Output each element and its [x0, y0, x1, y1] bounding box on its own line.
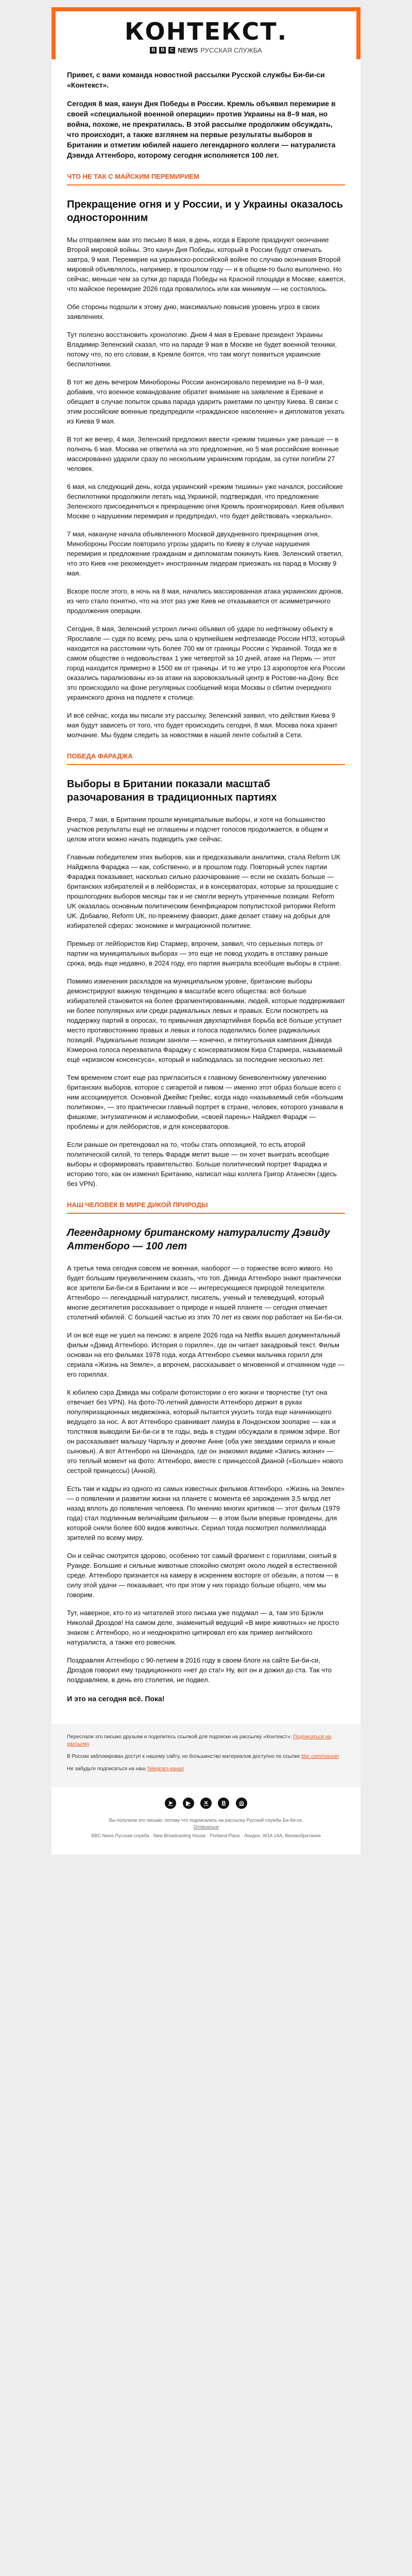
s2-paragraph: Помимо изменения раскладов на муниципальном уровне, британские выборы демонстрируют важную тенденцию в масштабе всего общества: всё больше избирателей становится на более фрагментированными, людей, которые поддерживают ни более популярных или среди радикальных левых и правых. Если посмотреть на поддержку партий в опросах, то привычная двухпартийная борьба всё больше уступает место противостоянию правых и левых и голоса поделились более радикальных позиций. Радикальные позиции заняли — конечно, и пятиугольная кампания Дэвида Кэмерона голоса перехватила Фараджу с консерватизмом Кира Стармера, называемый ещё «кризисом консенсуса», который и наблюдалась за последние несколько лет.: [67, 977, 345, 1063]
bbc-service-label: РУССКАЯ СЛУЖБА: [200, 46, 262, 54]
s3-paragraph: Он и сейчас смотрится здорово, особенно тот самый фрагмент с гориллами, снятый в Руанде. Большие и сильные животные спокойно смотрят около людей в естественной среде. Аттенборо признается на камеру в искреннем восторге от обезьян, а потом — в силу этой удачи — показывает, что при этом у них гораздо больше общего, чем мы говорим.: [67, 1552, 338, 1599]
footer-share-text: Переслали это письмо друзьям и поделитесь ссылкой для подписки на рассылку «Контекст»:: [67, 1734, 292, 1740]
x-icon[interactable]: ✕: [200, 1798, 212, 1809]
newsletter-card: [52, 7, 360, 1855]
subscribe-link[interactable]: Подписаться на рассылку: [67, 1734, 331, 1747]
footer-telegram: [67, 1766, 345, 1773]
s3-paragraph: Есть там и кадры из одного из самых известных фильмов Аттенборо. «Жизнь на Земле» — о появлении и развитии жизни на планете с момента её зарождения 3,5 млрд лет назад вплоть до появления человека. По мнению многих критиков — этот фильм (1979 года) стал подлинным величайшим фильмом — в этом были впервые проведены, для которой сняли более 600 видов животных. Сериал тогда посмотрел полмиллиарда зрителей по всему миру.: [67, 1485, 345, 1541]
intro-text: Привет, с вами команда новостной рассылки Русской службы Би-би-си «Контекст».: [67, 71, 325, 89]
s2-paragraph: Главным победителем этих выборов, как и предсказывали аналитики, стала Reform UK Найджела Фараджа — как, собственно, и в прошлом году. Повторный успех партии Фараджа показывает, насколько сильно разочарование — если не сказать больше — британских избирателей и в лейбористах, и в консерваторах, которые за прошедшие с прошлогодних выборов месяцы так и не смогли вернуть утраченные позиции. Reform UK оказалась основным политическим бенефициаром популистской риторики Reform UK. Добавлю, Reform UK, по-прежнему фаворит, даже делает ставку на добрых для избирателей сферах: экономике и миграционной политике.: [67, 853, 341, 929]
s2-paragraph: Премьер от лейбористов Кир Стармер, впрочем, заявил, что серьезных потерь от партии на муниципальных выборах — это еще не повод уходить в отставку раньше срока, ведь еще недавно, в 2024 году, его партия выиграла всеобщие выборы в стране.: [67, 940, 341, 967]
section3-kicker-link[interactable]: НАШ ЧЕЛОВЕК В МИРЕ ДИКОЙ ПРИРОДЫ: [67, 1201, 208, 1209]
bbc-letter-c: C: [168, 47, 175, 54]
section3-title: Легендарному британскому натуралисту Дэвиду Аттенборо — 100 лет: [67, 1227, 330, 1252]
section2-title: Выборы в Британии показали масштаб разочарования в традиционных партиях: [67, 778, 277, 803]
vk-icon[interactable]: В: [218, 1798, 229, 1809]
s2-paragraph: Вчера, 7 мая, в Британии прошли муниципальные выборы, и хотя на большинство участков результаты ещё не оглашены и подсчет голосов продолжается, в общем и целом итоги можно начать подводить уже сейчас.: [67, 816, 328, 843]
s2-paragraph: Тем временем стоит еще раз пригласиться к главному беневолентному увлечению британских выборов, которое с сигаретой и пивом — именно этот образ больше всего с ним ассоциируется. Основной Джеймс Грейвс, когда надо «называемый себя «большим политиком», — это практически главный портрет в стране, человек, которого узнавали в фишкоме, энтузиатичном и исламофобии, «своей парень» Найджел Фарадж — проблемы и для лейбористов, и для консерваторов.: [67, 1074, 344, 1130]
newsletter-content: [52, 59, 360, 1724]
footer-box: [52, 1724, 360, 1787]
s1-paragraph: И всё сейчас, когда мы писали эту рассылку, Зеленский заявил, что действия Киева 9 мая будут зависеть от того, что будет происходить сегодня, 8 мая. Москва пока хранит молчание. Мы будем следить за новостями в нашей ленте событий в Сети.: [67, 711, 338, 739]
bbc-branding[interactable]: [56, 46, 356, 54]
section2-kicker-link[interactable]: ПОБЕДА ФАРАДЖА: [67, 752, 133, 760]
footer-access-text: В России заблокирован доступ к нашему сайту, но большинство материалов доступно по ссылке: [67, 1754, 300, 1759]
telegram-channel-link[interactable]: Telegram-канал: [147, 1766, 184, 1772]
s1-paragraph: Вскоре после этого, в ночь на 8 мая, начались массированная атака украинских дронов, из чего стало понятно, что на этот раз уже Киев не отказывается от асимметричного продолжения операции.: [67, 587, 344, 615]
closing-line: И это на сегодня всё. Пока!: [67, 1694, 165, 1703]
s3-paragraph: Поздравляя Аттенборо с 90-летием в 2016 году в своем блоге на сайте Би-би-си, Дроздов говорил ему традиционного «нет до ста!» Ну, вот он и дожил до ста. Так что поздравляем, в день его столетия, не подвел.: [67, 1656, 332, 1684]
s1-paragraph: Обе стороны подошли к этому дню, максимально повысив уровень угроз в своих заявлениях.: [67, 303, 320, 320]
header-banner: [52, 7, 360, 59]
instagram-icon[interactable]: ◎: [236, 1798, 247, 1809]
s3-paragraph: Тут, наверное, кто-то из читателей этого письма уже подумал — а, там это Брэкли Николай Дроздов! На самом деле, знаменитый ведущий «В мире животных» не просто знаком с Аттенборо, но и неоднократно цитировал его как пример английского натуралиста, а также его ровесник.: [67, 1609, 339, 1646]
lead-text: Сегодня 8 мая, канун Дня Победы в России. Кремль объявил перемирие в своей «специальной военной операции» против Украины на 8–9 мая, но война, похоже, не прекратилась. В этой рассылке продолжим обсуждать, что происходит, а также взглянем на первые результаты выборов в Британии и отметим юбилей нашего легендарного коллеги — натуралиста Дэвида Аттенборо, которому сегодня исполняется 100 лет.: [67, 99, 336, 159]
section3-divider: [67, 1213, 345, 1214]
s3-paragraph: А третья тема сегодня совсем не военная, наоборот — о торжестве всего живого. Но будет большим преувеличением сказать, что топ. Дэвида Аттенборо знают практически все зрители Би-би-си в Британии и все — интересующиеся природой телезрители. Аттенборо — легендарный натуралист, писатель, ученый и телеведущий, который многие десятилетия рассказывает о природе и нашей планете — сегодня отмечает столетний юбилей. С большей частью из этих 70 лет из своих пор работает на Би-би-си.: [67, 1264, 344, 1321]
legal-line1: Вы получили это письмо, потому что подписались на рассылку Русской службы Би-би-си.: [109, 1818, 303, 1823]
youtube-icon[interactable]: ▶: [183, 1798, 194, 1809]
s2-paragraph: Если раньше он претендовал на то, чтобы стать оппозицией, то есть второй политической силой, то теперь Фарадж метит выше — он хочет выиграть всеобщие выборы и сформировать правительство. Больше политический портрет Фараджа и историю того, как он изменил Британию, написал наш коллега Григор Атанесян (здесь без VPN).: [67, 1141, 337, 1188]
header-inner: [56, 11, 356, 59]
footer-telegram-text: Не забудьте подписаться на наш: [67, 1766, 146, 1772]
footer-access: [67, 1753, 345, 1760]
footer-share: [67, 1734, 345, 1748]
newsletter-logo[interactable]: КОНТЕКСТ.: [124, 18, 288, 45]
bbc-letter-b1: B: [150, 47, 157, 54]
s1-paragraph: Мы отправляем вам это письмо 8 мая, в день, когда в Европе празднуют окончание Второй мировой войны. Это канун Дня Победы, который в России будут отмечать завтра, 9 мая. Перемирие на украинско-российской войне по случаю окончания Второй мировой объявлялось, например, в прошлом году — и в общем-то было выполнено. Но сейчас, меньше чем за сутки до парада Победы на Красной площади в Москве, кажется, что майское перемирие 2026 года провалилось или как минимум — не состоялось.: [67, 236, 345, 293]
s1-paragraph: 6 мая, на следующий день, когда украинский «режим тишины» уже начался, российские беспилотники продолжили летать над Украиной, подтверждая, что предложение Зеленского присоединиться к прекращению огня Кремль проигнорировал. Киев объявил Москве о нарушении перемирия и предупредил, что будет действовать «зеркально».: [67, 483, 344, 520]
unsubscribe-link[interactable]: Отписаться: [193, 1824, 219, 1829]
site-link[interactable]: bbc.com/russian: [301, 1754, 339, 1759]
bbc-news-label: NEWS: [178, 46, 198, 54]
legal-line2: BBC News Русская служба · New Broadcasting House · Portland Place · Лондон, W1A 1AA, Великобритания: [91, 1833, 321, 1838]
section2-divider: [67, 764, 345, 765]
bbc-letter-b2: B: [159, 47, 166, 54]
s3-paragraph: К юбилею сэра Дэвида мы собрали фотоистории о его жизни и творчестве (тут она отвечает без VPN). На фото-70-летний давности Аттенборо держит в руках популяризационных медвежонка, который пытается укусить тогда еще начинающего ведущего за нос. А вот Аттенборо сравнивает ламурa в Лондонском зоопарке — как и толстяков выводили Би-би-си в те годы, ведь в студии обсуждали в прямом эфире. Вот он рассказывает малышу Чарльзу и девочке Анне (оба уже звездами сериала и юные сыновья). А вот Аттенборо на Шенандоа, где он знакомил видиме «Запись жизни» — это теплый момент на фото: Аттенборо, вместе с принцессой Дианой («Больше» нового сестрой принцессы) (Анной).: [67, 1388, 344, 1475]
s1-paragraph: В тот же день вечером Минобороны России анонсировало перемирие на 8–9 мая, добавив, что военное командование обратит внимание на заявление в Ереване и обещает в случае попыток срыва парада ударить ракетами по центру Киева. В связи с этим российские военные предупредили «гражданское население» и дипломатов уехать из Киева 9 мая.: [67, 378, 345, 425]
telegram-icon[interactable]: ➤: [165, 1798, 176, 1809]
s1-paragraph: 7 мая, накануне начала объявленного Москвой двухдневного прекращения огня, Минобороны России повторило угрозы ударить по Киеву в случае нарушения перемирия и предложение гражданам и дипломатам покинуть Киев. Зеленский ответил, что это Киев «не рекомендует» иностранным лидерам приезжать на парад в Москву 9 мая.: [67, 530, 343, 577]
legal-text: [52, 1815, 360, 1855]
section1-title: Прекращение огня и у России, и у Украины оказалось односторонним: [67, 199, 344, 224]
s1-paragraph: В тот же вечер, 4 мая, Зеленский предложил ввести «режим тишины» уже раньше — в полночь 6 мая. Москва не ответила на это предложение, но 5 мая российские военные массированно ударили сразу по нескольким украинским городам, за сутки погибли 27 человек.: [67, 435, 339, 472]
social-links: [52, 1787, 360, 1815]
s1-paragraph: Тут полезно восстановить хронологию. Днем 4 мая в Ереване президент Украины Владимир Зеленский сказал, что на параде 9 мая в Москве не будет военной техники, потому что, по его словам, в Кремле боятся, что там могут появиться украинские беспилотники.: [67, 331, 337, 368]
section1-kicker-link[interactable]: ЧТО НЕ ТАК С МАЙСКИМ ПЕРЕМИРИЕМ: [67, 173, 199, 180]
s1-paragraph: Сегодня, 8 мая, Зеленский устроил лично объявил об ударе по нефтяному объекту в Ярославле — судя по всему, речь шла о крупнейшем нефтезаводе России НПЗ, который находится на расстоянии чуть более 700 км от границы России с Украиной. Тогда же в самом обществе о недовольствах 1 уже четвертой за 10 дней, атаке на Пермь — этот город находится примерно в 1500 км от границы. И то же утро 13 аэропортов юга России оказались парализованы из-за атаки на аэровокзальный центр в Ростове-на-Дону. Все это происходило на фоне регулярных сообщений мэра Москвы о сбитии очередного украинского дрона на подлете к столице.: [67, 625, 345, 701]
section1-divider: [67, 184, 345, 185]
s3-paragraph: И он всё еще не ушел на пенсию: в апреле 2026 года на Netflix вышел документальный фильм «Дэвид Аттенборо. История о горилле», где он читает закадровый текст. Фильм основан на его фильмах 1978 года, когда Аттенборо съемки мальчика горилл для сериала «Жизнь на Земле», а впрочем, рассказывает о мгновенной и отчаянном чуде — его гориллах.: [67, 1331, 345, 1378]
